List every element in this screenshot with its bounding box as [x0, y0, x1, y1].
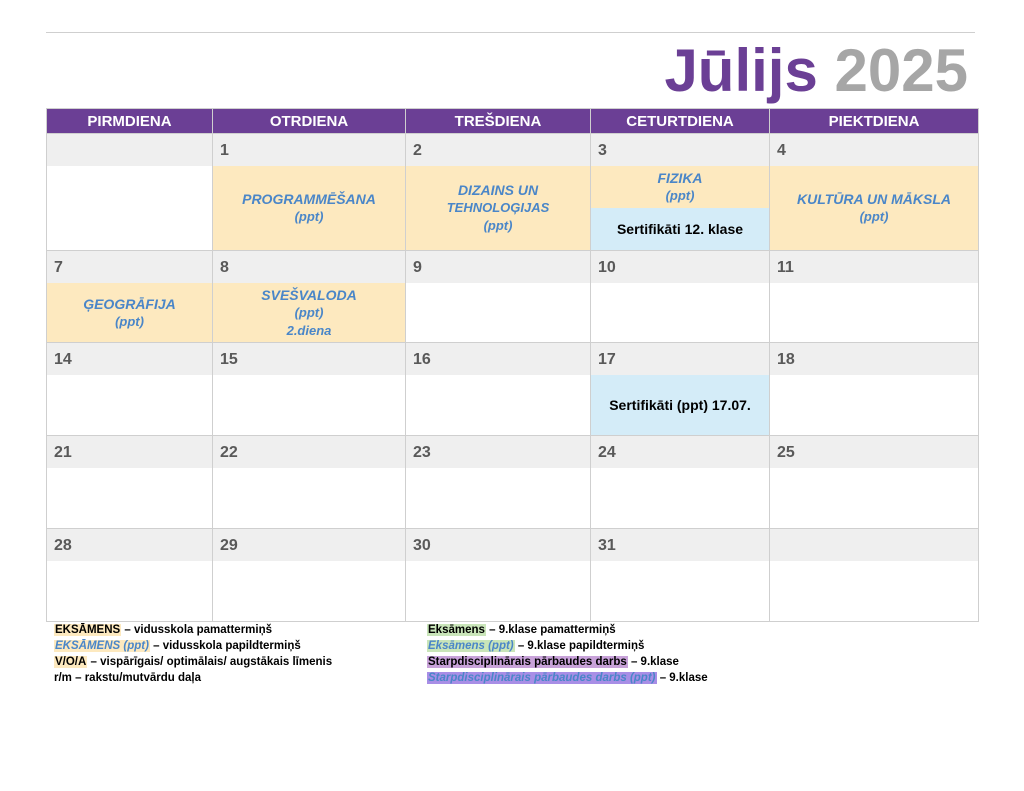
day-content [47, 283, 212, 342]
legend-row [427, 638, 708, 654]
day-number: 10 [591, 251, 769, 283]
day-cell [770, 436, 979, 529]
day-content [406, 375, 590, 435]
event-line: DIZAINS UN [457, 182, 539, 198]
day-number: 14 [47, 343, 212, 375]
day-number: 22 [213, 436, 405, 468]
legend-term: Eksāmens [428, 624, 485, 636]
day-number: 17 [591, 343, 769, 375]
top-divider [46, 32, 975, 33]
day-content [213, 166, 405, 250]
day-content [213, 375, 405, 435]
day-number: 4 [770, 134, 978, 166]
legend-term: V/O/A [55, 656, 87, 668]
legend-row [54, 638, 332, 654]
event-line: (ppt) [483, 218, 513, 233]
day-cell [770, 134, 979, 251]
day-number: 3 [591, 134, 769, 166]
event-line: SVEŠVALODA [261, 286, 357, 303]
day-content [591, 468, 769, 528]
event-line: (ppt) [294, 304, 324, 320]
day-cell [770, 343, 979, 436]
day-cell [47, 134, 213, 251]
day-cell [591, 134, 770, 251]
day-content [406, 166, 590, 250]
day-cell [213, 529, 406, 622]
event-line: 2.diena [286, 322, 332, 338]
day-content [47, 561, 212, 621]
weekday-header-row [47, 109, 979, 134]
day-number: 31 [591, 529, 769, 561]
day-content [213, 468, 405, 528]
exam-event [406, 166, 590, 250]
exam-event [213, 166, 405, 250]
legend-grade-9 [427, 622, 708, 686]
week-row [47, 436, 979, 529]
day-number: 7 [47, 251, 212, 283]
day-cell [591, 529, 770, 622]
day-content [591, 561, 769, 621]
legend-term: Starpdisciplinārais pārbaudes darbs (ppt) [428, 672, 656, 684]
day-cell [591, 343, 770, 436]
day-number: 2 [406, 134, 590, 166]
day-cell [770, 251, 979, 343]
legend-row [54, 654, 332, 670]
legend-term: EKSĀMENS (ppt) [55, 640, 149, 652]
day-content [47, 468, 212, 528]
weekday-header: TREŠDIENA [406, 109, 591, 134]
day-content [213, 561, 405, 621]
day-cell [47, 436, 213, 529]
certificate-event [591, 208, 769, 250]
exam-event [770, 166, 978, 250]
week-row [47, 343, 979, 436]
weekday-header: PIEKTDIENA [770, 109, 979, 134]
day-number: 21 [47, 436, 212, 468]
exam-event [213, 283, 405, 342]
legend-row [54, 670, 332, 686]
day-number [47, 134, 212, 166]
legend-desc: – vidusskola papildtermiņš [149, 640, 301, 652]
day-cell [406, 134, 591, 251]
day-content [47, 166, 212, 250]
day-cell [406, 343, 591, 436]
day-cell [213, 134, 406, 251]
day-cell [213, 436, 406, 529]
day-content [770, 166, 978, 250]
day-content [406, 468, 590, 528]
day-number: 30 [406, 529, 590, 561]
day-number: 24 [591, 436, 769, 468]
legend-term: Eksāmens (ppt) [428, 640, 514, 652]
day-content [770, 468, 978, 528]
page-title [664, 36, 968, 106]
legend-desc: – rakstu/mutvārdu daļa [71, 672, 202, 684]
legend-desc: – 9.klase [627, 656, 679, 668]
weekday-header: OTRDIENA [213, 109, 406, 134]
day-number: 28 [47, 529, 212, 561]
event-line: (ppt) [115, 313, 144, 329]
title-year: 2025 [834, 37, 968, 104]
legend-term: Starpdisciplinārais pārbaudes darbs [428, 656, 627, 668]
day-number: 18 [770, 343, 978, 375]
legend-desc: – vispārīgais/ optimālais/ augstākais līmenis [87, 656, 333, 668]
event-line: Sertifikāti 12. klase [616, 221, 744, 237]
exam-event [591, 166, 769, 208]
event-line: FIZIKA [657, 170, 703, 186]
day-number: 15 [213, 343, 405, 375]
day-cell [591, 251, 770, 343]
legend-desc: – vidusskola pamattermiņš [121, 624, 273, 636]
day-cell [47, 343, 213, 436]
day-content [213, 283, 405, 342]
day-content [770, 561, 978, 621]
day-cell [591, 436, 770, 529]
day-content [591, 375, 769, 435]
day-number: 25 [770, 436, 978, 468]
weekday-header: PIRMDIENA [47, 109, 213, 134]
week-row [47, 529, 979, 622]
day-cell [406, 529, 591, 622]
legend-term: r/m [54, 672, 72, 684]
certificate-event [591, 375, 769, 435]
day-content [406, 283, 590, 342]
day-number [770, 529, 978, 561]
day-cell [770, 529, 979, 622]
day-number: 1 [213, 134, 405, 166]
day-content [770, 283, 978, 342]
day-cell [406, 436, 591, 529]
day-number: 8 [213, 251, 405, 283]
week-row [47, 251, 979, 343]
day-content [406, 561, 590, 621]
event-line: Sertifikāti (ppt) 17.07. [609, 397, 751, 413]
legend-row [54, 622, 332, 638]
event-line: PROGRAMMĒŠANA [242, 191, 376, 207]
day-number: 16 [406, 343, 590, 375]
day-cell [213, 343, 406, 436]
legend-secondary-school [54, 622, 332, 686]
legend-desc: – 9.klase pamattermiņš [485, 624, 616, 636]
day-number: 9 [406, 251, 590, 283]
day-content [591, 166, 769, 250]
day-cell [47, 251, 213, 343]
weekday-header: CETURTDIENA [591, 109, 770, 134]
event-line: KULTŪRA UN MĀKSLA [797, 191, 951, 207]
week-row [47, 134, 979, 251]
day-number: 11 [770, 251, 978, 283]
calendar-grid [46, 108, 979, 622]
exam-event [47, 283, 212, 342]
legend-desc: – 9.klase [656, 672, 708, 684]
legend-desc: – 9.klase papildtermiņš [514, 640, 645, 652]
day-number: 23 [406, 436, 590, 468]
event-line: ĢEOGRĀFIJA [83, 295, 176, 312]
day-cell [213, 251, 406, 343]
legend-term: EKSĀMENS [55, 624, 121, 636]
legend-row [427, 670, 708, 686]
event-line: (ppt) [665, 188, 695, 203]
day-content [770, 375, 978, 435]
title-month: Jūlijs [664, 37, 818, 104]
legend-row [427, 654, 708, 670]
day-content [591, 283, 769, 342]
day-content [47, 375, 212, 435]
day-number: 29 [213, 529, 405, 561]
legend-row [427, 622, 708, 638]
day-cell [47, 529, 213, 622]
event-line: (ppt) [859, 209, 889, 224]
event-line: (ppt) [294, 209, 324, 224]
day-cell [406, 251, 591, 343]
event-line: TEHNOLOĢIJAS [446, 200, 550, 215]
